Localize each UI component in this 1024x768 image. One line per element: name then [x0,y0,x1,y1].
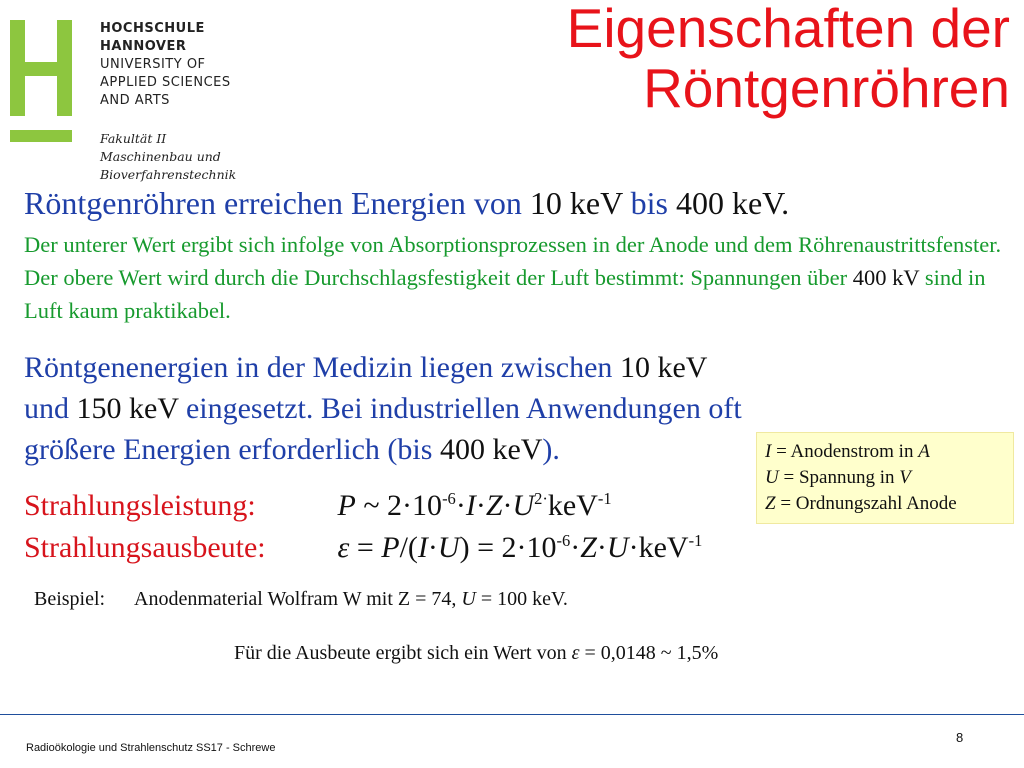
energy-limits-explanation [24,228,1014,327]
p3-text-g: ). [542,433,560,466]
example-label: Beispiel: [34,588,106,610]
radiation-yield-formula: Strahlungsausbeute: $\varepsilon = P/(I\cdot U) = 2\cdot 10^{-6}\cdot Z\cdot U\cdot keV^{-1}$ [24,531,703,564]
formula1-label: Strahlungsleistung: [24,489,256,522]
logo-line-1: HOCHSCHULE [100,21,205,36]
logo-line-2: HANNOVER [100,39,187,54]
energy-range-statement [24,184,1014,222]
medical-energy-statement [24,347,744,470]
legend-row-voltage: U = Spannung in V [765,467,911,488]
title-line-2: Röntgenröhren [643,57,1010,119]
slide-title [567,0,1010,118]
logo-line-4: APPLIED SCIENCES [100,75,231,90]
h-logo-icon [10,20,74,144]
p2-text-a: Der unterer Wert ergibt sich infolge von Absorptionsprozessen in der Anode und dem Röhrenaustrittsfenster. Der obere Wert wird durch die Durchschlagsfestigkeit der Luft bestimmt: Spannungen über [24,232,1002,290]
logo-line-3: UNIVERSITY OF [100,57,206,72]
logo-line-5: AND ARTS [100,93,170,108]
legend-row-atomic-number: Z = Ordnungszahl Anode [765,493,957,514]
formula2-label: Strahlungsausbeute: [24,531,266,564]
p3-text-e: eingesetzt. Bei industriellen Anwendungen oft größere Energien erforderlich (bis [24,392,742,466]
legend-row-current: I = Anodenstrom in A [765,441,930,462]
p3-text-c: und [24,392,77,425]
faculty-line-1: Fakultät II [100,131,167,146]
p3-value-f: 400 keV [439,433,543,466]
p3-value-d: 150 keV [76,392,179,425]
p3-value-b: 10 keV [619,351,707,384]
logo-institution-name [100,20,231,110]
university-logo [10,20,74,144]
example-line: Beispiel: Anodenmaterial Wolfram W mit Z = 74, U = 100 keV. [34,588,568,610]
page-number: 8 [956,730,964,745]
logo-faculty [100,130,236,184]
title-line-1: Eigenschaften der [566,0,1010,59]
p1-text-c: bis [622,185,676,221]
footer-text: Radioökologie und Strahlenschutz SS17 - Schrewe [26,742,276,754]
yield-result-line: Für die Ausbeute ergibt sich ein Wert von ε = 0,0148 ~ 1,5% [234,642,719,664]
variable-legend-box [756,432,1014,524]
p2-value: 400 kV [852,265,920,290]
p1-text-a: Röntgenröhren erreichen Energien von [24,185,530,221]
radiation-power-formula: Strahlungsleistung: P ~ $2\cdot 10^{-6}\cdot I\cdot Z\cdot U^{2\cdot}keV^{-1}$ [24,489,612,522]
p1-value-low: 10 keV [529,185,623,221]
faculty-line-2: Maschinenbau und [100,149,221,164]
faculty-line-3: Bioverfahrenstechnik [100,167,237,182]
p2-text-c: sind in Luft kaum praktikabel. [24,265,986,323]
p1-value-high: 400 keV. [675,185,790,221]
footer-divider [0,714,1024,715]
p3-text-a: Röntgenenergien in der Medizin liegen zwischen [24,351,620,384]
